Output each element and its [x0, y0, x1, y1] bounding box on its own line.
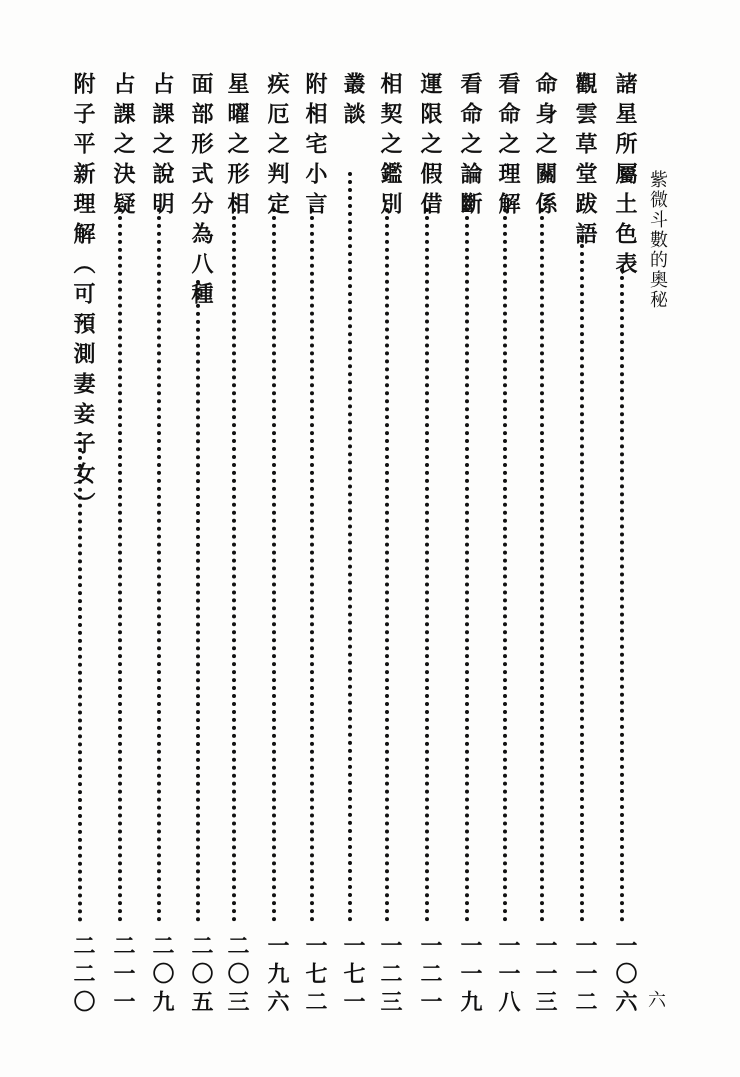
toc-entry-title: 命身之關係: [532, 72, 558, 222]
dot-leader: [620, 268, 624, 922]
toc-entry-title: 叢談: [340, 72, 366, 132]
dot-leader: [310, 208, 314, 922]
toc-entry: [415, 72, 443, 1018]
dot-leader: [196, 280, 200, 922]
toc-entry-page: 一〇六: [612, 934, 638, 1018]
toc-entry-page: 二〇九: [149, 934, 175, 1018]
toc-entry-page: 一一九: [457, 934, 483, 1018]
dot-leader: [503, 208, 507, 922]
toc-entry-page: 一二一: [417, 934, 443, 1018]
dot-leader: [348, 172, 352, 922]
toc-entry-title: 相契之鑑別: [377, 72, 403, 222]
toc-entry: [570, 72, 598, 1018]
toc-entry-page: 一二三: [377, 934, 403, 1018]
toc-entry-page: 一七一: [340, 934, 366, 1018]
toc-entry-page: 二〇五: [188, 934, 214, 1018]
toc-entry: [262, 72, 290, 1018]
dot-leader: [272, 208, 276, 922]
toc-entry-title: 看命之理解: [495, 72, 521, 222]
dot-leader: [118, 208, 122, 922]
dot-leader: [425, 208, 429, 922]
toc-entry-title: 占課之說明: [149, 72, 175, 222]
toc-entry-title: 星曜之形相: [224, 72, 250, 222]
toc-entry: [300, 72, 328, 1018]
toc-entry-page: 一一二: [572, 934, 598, 1018]
dot-leader: [78, 432, 82, 922]
toc-entry-title: 疾厄之判定: [264, 72, 290, 222]
toc-entry-title: 看命之論斷: [457, 72, 483, 222]
toc-entry-title: 占課之決疑: [110, 72, 136, 222]
toc-entry-title: 運限之假借: [417, 72, 443, 222]
toc-entry: [493, 72, 521, 1018]
toc-entry: [222, 72, 250, 1018]
dot-leader: [580, 236, 584, 922]
toc-entry-page: 二一一: [110, 934, 136, 1018]
dot-leader: [232, 208, 236, 922]
toc-entry: [455, 72, 483, 1018]
toc-entry: [375, 72, 403, 1018]
dot-leader: [465, 208, 469, 922]
toc-entry: [338, 72, 366, 1018]
running-head: 紫微斗數的奧秘: [647, 170, 668, 310]
toc-entry: [610, 72, 638, 1018]
toc-entry: [186, 72, 214, 1018]
toc-entry: [108, 72, 136, 1018]
toc-entry-title: 面部形式分為八種: [188, 72, 214, 312]
toc-entry-title: 附子平新理解（可預測妻妾子女）: [70, 72, 96, 522]
toc-entry-page: 一九六: [264, 934, 290, 1018]
page-number: 六: [645, 990, 666, 1008]
toc-entry-page: 一七二: [302, 934, 328, 1018]
toc-entry-title: 觀雲草堂跋語: [572, 72, 598, 252]
toc-entry-page: 二二〇: [70, 934, 96, 1018]
toc-entry-page: 一一三: [532, 934, 558, 1018]
dot-leader: [157, 208, 161, 922]
toc-entry-page: 二〇三: [224, 934, 250, 1018]
toc-entry: [530, 72, 558, 1018]
toc-entry-page: 一一八: [495, 934, 521, 1018]
toc-entry-title: 附相宅小言: [302, 72, 328, 222]
dot-leader: [385, 208, 389, 922]
toc-entry-title: 諸星所屬土色表: [612, 72, 638, 282]
toc-entry: [68, 72, 96, 1018]
dot-leader: [540, 208, 544, 922]
toc-entry: [147, 72, 175, 1018]
